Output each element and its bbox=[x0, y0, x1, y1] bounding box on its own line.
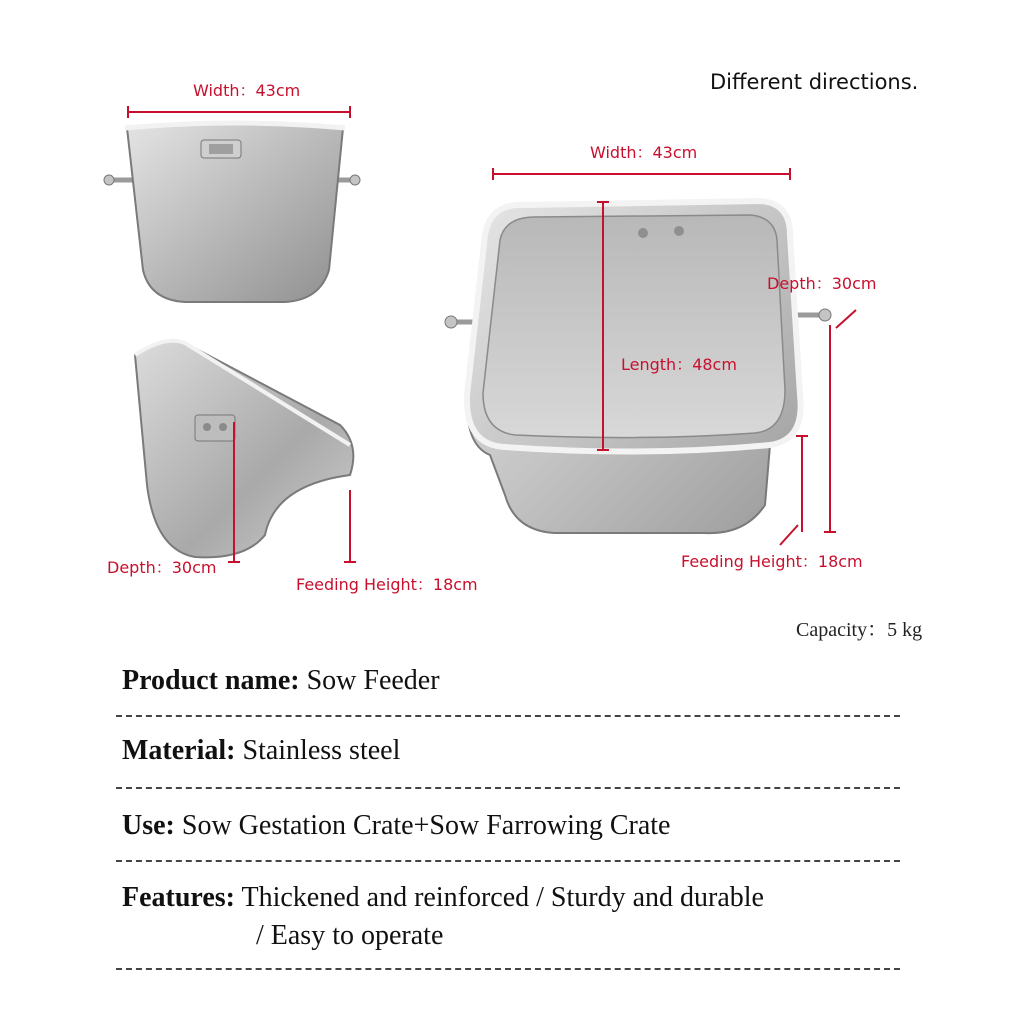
spec-product-name-value: Sow Feeder bbox=[306, 665, 440, 696]
top-feeding-height-label: Feeding Height：18cm bbox=[681, 552, 863, 571]
top-depth-label: Depth：30cm bbox=[767, 274, 877, 293]
spec-product-name-key: Product name: bbox=[122, 665, 300, 696]
spec-features-line2-row bbox=[256, 920, 856, 952]
spec-use-value: Sow Gestation Crate+Sow Farrowing Crate bbox=[181, 810, 671, 841]
side-depth-label: Depth：30cm bbox=[107, 558, 217, 577]
divider bbox=[116, 860, 900, 862]
feeder-front-view bbox=[105, 120, 365, 310]
top-length-label: Length：48cm bbox=[621, 355, 737, 374]
spec-use-key: Use: bbox=[122, 810, 175, 841]
divider bbox=[116, 968, 900, 970]
spec-features-key: Features: bbox=[122, 882, 235, 913]
page-heading: Different directions. bbox=[710, 70, 919, 94]
spec-features-value-line1: Thickened and reinforced / Sturdy and durable bbox=[241, 882, 764, 913]
spec-features-value-line2: / Easy to operate bbox=[256, 920, 444, 951]
feeder-top-view bbox=[445, 195, 845, 555]
spec-material bbox=[122, 735, 902, 767]
side-feeding-height-label: Feeding Height：18cm bbox=[296, 575, 478, 594]
divider bbox=[116, 715, 900, 717]
spec-material-value: Stainless steel bbox=[242, 735, 401, 766]
front-width-label: Width：43cm bbox=[193, 81, 301, 100]
top-width-label: Width：43cm bbox=[590, 143, 698, 162]
spec-product-name bbox=[122, 665, 902, 697]
spec-material-key: Material: bbox=[122, 735, 236, 766]
divider bbox=[116, 787, 900, 789]
capacity-text: Capacity：5 kg bbox=[796, 619, 923, 641]
spec-use bbox=[122, 810, 902, 842]
feeder-side-view bbox=[125, 335, 365, 565]
